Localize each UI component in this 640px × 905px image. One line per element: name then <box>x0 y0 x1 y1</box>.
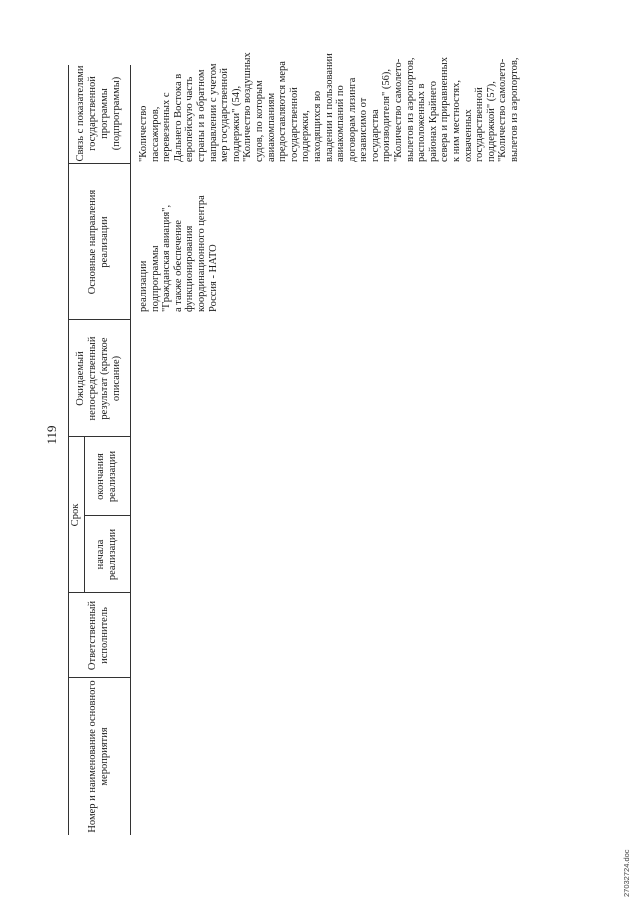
header-term <box>68 439 84 591</box>
header-term-start <box>86 518 128 591</box>
col-divider-3 <box>68 436 130 437</box>
col-divider-term-mid <box>84 515 130 516</box>
header-executor-text: Ответственный исполнитель <box>87 600 110 671</box>
header-indicators <box>70 65 128 162</box>
indicators-cell-text: "Количество пассажиров, перевезенных с Дальнего Востока в европейскую часть страны и в обратном направлении с учетом мер государственной поддержки" (54), "Количество воздушных судов, по которым авиакомпаниям предоставляются мера государственной поддержки, находящихся во владении и пользовании авиакомпаний по договорам лизинга независимо от государства производителя" (56), "Количество самолето- вылетов из аэропортов, расположенных в районах Крайнего севера и приравненных к ним местностях, охваченных государственной поддержкой" (57), "Количество самолето- вылетов из аэропортов, <box>138 52 520 162</box>
file-code: 27032724.doc <box>622 849 631 897</box>
directions-cell-text: реализации подпрограммы "Гражданская авиация", а также обеспечение функционирования координационного центра Россия - НАТО <box>138 195 219 312</box>
header-executor <box>70 595 128 676</box>
header-term-start-text: начала реализации <box>95 528 118 581</box>
header-term-end <box>86 439 128 514</box>
header-number-name <box>70 680 128 833</box>
header-directions-text: Основные направления реализации <box>87 189 110 295</box>
header-indicators-text: Связь с показателями государственной программы (подпрограммы) <box>75 65 122 162</box>
col-divider-5 <box>68 163 130 164</box>
header-bottom-border <box>130 65 131 835</box>
header-expected-result-text: Ожидаемый непосредственный результат (краткое описание) <box>75 336 122 421</box>
header-number-name-text: Номер и наименование основного мероприятия <box>87 680 110 833</box>
header-term-text: Срок <box>70 503 81 527</box>
header-expected-result <box>70 322 128 435</box>
page-number: 119 <box>44 425 59 445</box>
header-directions <box>70 166 128 318</box>
header-term-end-text: окончания реализации <box>95 450 118 503</box>
col-divider-2 <box>68 592 130 593</box>
col-divider-4 <box>68 319 130 320</box>
col-divider-1 <box>68 677 130 678</box>
